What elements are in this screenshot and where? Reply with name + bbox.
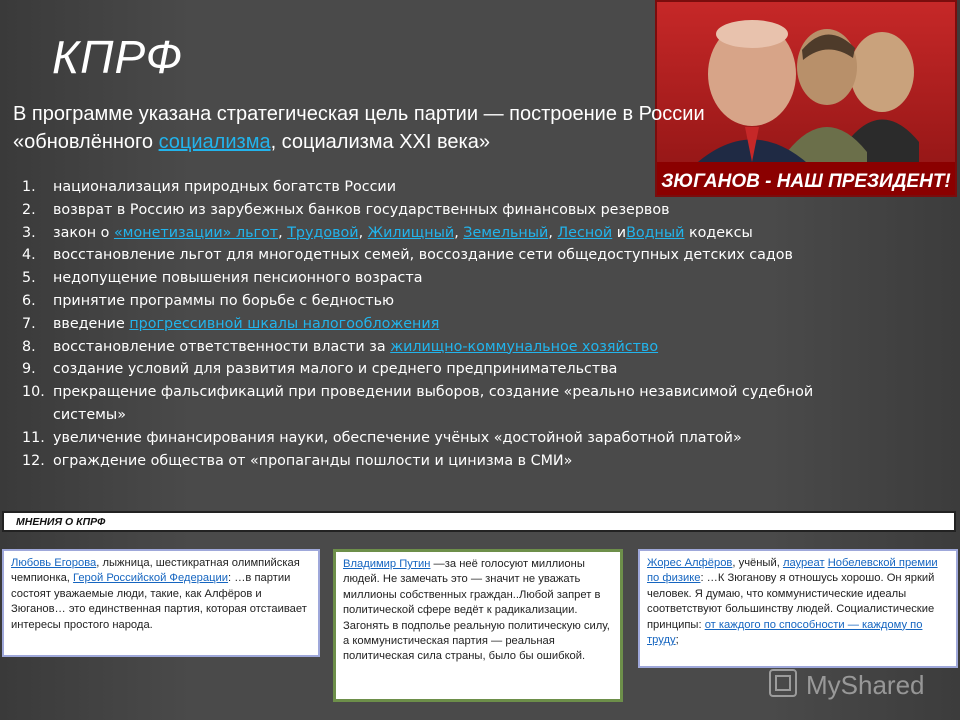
text-fragment: создание условий для развития малого и среднего предпринимательства: [53, 361, 618, 378]
program-item-number: 5.: [22, 270, 36, 287]
watermark-logo: [768, 664, 948, 704]
page-title: КПРФ: [52, 31, 184, 83]
text-fragment: восстановление льгот для многодетных семей, воссоздание сети общедоступных детских садов: [53, 247, 793, 264]
text-fragment: : …в партии состоят уважаемые люди, такие, как Алфёров и Зюганов… это единственная партия, которая отстаивает интересы простого народа.: [11, 572, 307, 631]
program-item-text: [53, 358, 862, 381]
text-link[interactable]: Жорес Алфёров: [647, 557, 733, 569]
program-item-text: [53, 290, 862, 313]
program-item: [22, 267, 862, 290]
text-fragment: введение: [53, 315, 130, 332]
program-item-text: [53, 244, 862, 267]
text-link[interactable]: от каждого по способности — каждому по труду: [647, 618, 923, 647]
program-item: [22, 244, 862, 267]
program-item-number: 9.: [22, 361, 36, 378]
opinion-card-putin: [333, 549, 623, 702]
program-item: [22, 381, 862, 427]
intro-line-2-suffix: , социализма XXI века»: [270, 131, 490, 153]
intro-line-2: [13, 128, 913, 156]
text-fragment: , учёный,: [732, 557, 783, 569]
program-item-text: [53, 450, 862, 473]
text-link[interactable]: Нобелевской премии по физике: [647, 557, 938, 585]
text-link[interactable]: жилищно-коммунальное хозяйство: [390, 338, 659, 355]
program-item-number: 8.: [22, 338, 36, 355]
program-item: [22, 450, 862, 473]
text-link[interactable]: Лесной: [557, 224, 613, 241]
text-fragment: ,: [548, 224, 558, 241]
program-item: [22, 176, 862, 199]
program-goal-intro: [13, 100, 913, 156]
program-item: [22, 313, 862, 336]
text-fragment: принятие программы по борьбе с бедностью: [53, 292, 395, 309]
text-fragment: прекращение фальсификаций при проведении выборов, создание «реально независимой судебной системы»: [53, 384, 814, 423]
text-fragment: закон о: [53, 224, 114, 241]
text-fragment: ,: [278, 224, 288, 241]
program-item: [22, 290, 862, 313]
watermark-text: MyShared: [806, 670, 925, 700]
poster-caption: ЗЮГАНОВ - НАШ ПРЕЗИДЕНТ!: [661, 171, 951, 192]
program-item-text: [53, 267, 862, 290]
text-link[interactable]: Жилищный: [367, 224, 455, 241]
watermark-icon: [768, 664, 948, 704]
opinion-card-alferov: [638, 549, 958, 668]
text-link[interactable]: «монетизации» льгот: [113, 224, 279, 241]
text-fragment: восстановление ответственности власти за: [53, 338, 391, 355]
program-item-number: 2.: [22, 201, 36, 218]
text-link[interactable]: Владимир Путин: [343, 558, 431, 570]
program-item: [22, 427, 862, 450]
program-list: [22, 176, 862, 472]
program-item-number: 11.: [22, 429, 45, 446]
text-link[interactable]: Любовь Егорова: [11, 557, 97, 569]
text-fragment: —за неё голосуют миллионы людей. Не замечать это — значит не уважать миллионы собственных граждан..Любой запрет в политической сфере ведёт к радикализации. Загонять в подполье реальную политическую силу, а коммунистическая партия — реальная политическая сила страны, было бы ошибкой.: [343, 558, 610, 663]
text-link[interactable]: Герой Российской Федерации: [73, 572, 229, 585]
program-item-text: [53, 313, 862, 336]
text-link[interactable]: Водный: [626, 224, 685, 241]
text-fragment: увеличение финансирования науки, обеспечение учёных «достойной заработной платой»: [53, 429, 742, 446]
text-fragment: возврат в Россию из зарубежных банков государственных финансовых резервов: [53, 201, 670, 218]
text-fragment: национализация природных богатств России: [53, 179, 397, 195]
text-fragment: ,: [454, 224, 464, 241]
intro-line-1: В программе указана стратегическая цель партии — построение в России: [13, 103, 705, 125]
program-item: [22, 199, 862, 222]
socialism-link[interactable]: социализма: [158, 131, 271, 153]
program-item-number: 1.: [22, 179, 36, 195]
poster-image: [655, 0, 957, 197]
text-link[interactable]: Трудовой: [287, 224, 359, 241]
program-item: [22, 222, 862, 245]
program-item-text: [53, 222, 862, 245]
text-fragment: и: [612, 224, 627, 241]
opinions-header: МНЕНИЯ О КПРФ: [2, 511, 956, 532]
program-item: [22, 358, 862, 381]
text-fragment: : …К Зюганову я отношусь хорошо. Он яркий человек. Я думаю, что коммунистические идеалы соответствуют большинству людей. Социалистические принципы:: [647, 572, 935, 631]
text-link[interactable]: прогрессивной шкалы налогообложения: [129, 315, 440, 332]
poster-illustration: [657, 2, 955, 195]
text-fragment: ограждение общества от «пропаганды пошлости и цинизма в СМИ»: [53, 452, 573, 469]
text-link[interactable]: Земельный: [463, 224, 549, 241]
program-item-text: [53, 381, 862, 427]
program-item-text: [53, 427, 862, 450]
program-item-number: 4.: [22, 247, 36, 264]
program-item-text: [53, 336, 862, 359]
program-item-number: 6.: [22, 292, 36, 309]
text-fragment: ,: [358, 224, 368, 241]
opinion-card-egorova: [2, 549, 320, 657]
program-item-number: 3.: [22, 224, 36, 241]
text-fragment: , лыжница, шестикратная олимпийская чемпионка,: [11, 557, 300, 585]
program-item: [22, 336, 862, 359]
program-item-number: 7.: [22, 315, 36, 332]
text-link[interactable]: лауреат: [782, 557, 825, 569]
text-fragment: кодексы: [684, 224, 753, 241]
program-item-text: [53, 176, 862, 199]
program-item-text: [53, 199, 862, 222]
program-item-number: 10.: [22, 384, 45, 401]
text-fragment: ;: [675, 634, 679, 647]
intro-line-2-prefix: «обновлённого: [13, 131, 159, 153]
program-item-number: 12.: [22, 452, 45, 469]
text-fragment: недопущение повышения пенсионного возраста: [53, 270, 423, 287]
